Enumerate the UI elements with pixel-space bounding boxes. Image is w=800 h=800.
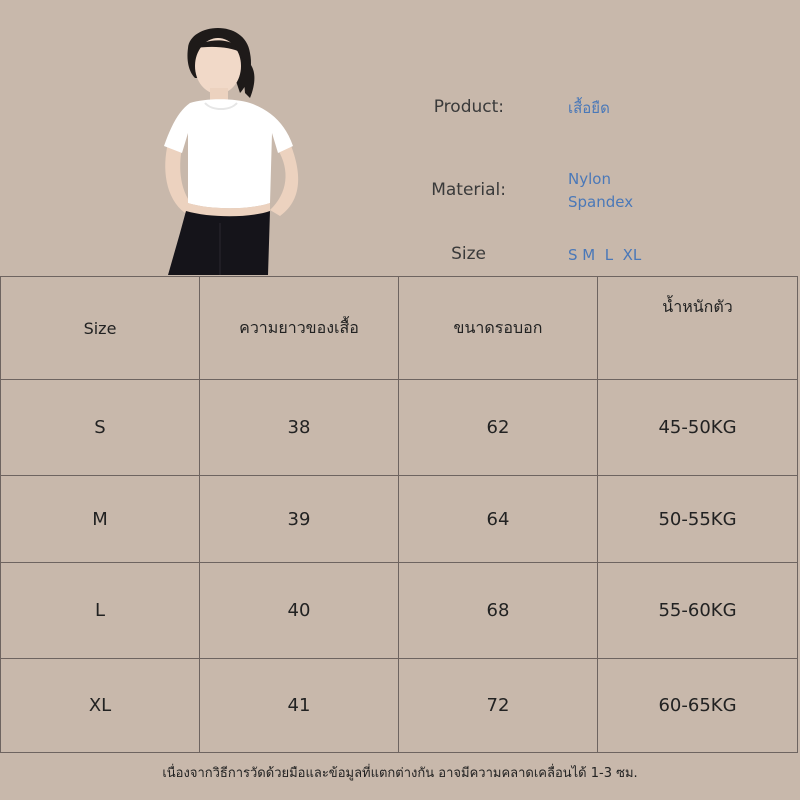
product-value: เสื้อยืด: [568, 99, 610, 117]
size-value: S M L XL: [568, 246, 642, 264]
cell-size: S: [1, 380, 200, 476]
cell-length: 38: [200, 380, 399, 476]
cell-weight: 55-60KG: [598, 563, 798, 659]
cell-length: 40: [200, 563, 399, 659]
size-chart-table: [0, 276, 798, 753]
cell-weight: 45-50KG: [598, 380, 798, 476]
cell-size: L: [1, 563, 200, 659]
header-chest: ขนาดรอบอก: [399, 277, 598, 380]
cell-size: XL: [1, 659, 200, 753]
product-label: Product:: [433, 97, 504, 117]
header-weight: น้ำหนักตัว: [598, 277, 798, 380]
cell-chest: 72: [399, 659, 598, 753]
cell-chest: 68: [399, 563, 598, 659]
material-label: Material:: [431, 180, 506, 200]
cell-size: M: [1, 476, 200, 563]
table-header-row: [1, 277, 798, 380]
header-length: ความยาวของเสื้อ: [200, 277, 399, 380]
table-row: [1, 659, 798, 753]
product-photo: [150, 18, 320, 275]
cell-weight: 60-65KG: [598, 659, 798, 753]
material-value-nylon: Nylon: [568, 170, 611, 188]
size-label: Size: [451, 244, 486, 264]
cell-chest: 62: [399, 380, 598, 476]
table-row: [1, 380, 798, 476]
cell-weight: 50-55KG: [598, 476, 798, 563]
header-size: Size: [1, 277, 200, 380]
table-row: [1, 563, 798, 659]
cell-length: 41: [200, 659, 399, 753]
table-row: [1, 476, 798, 563]
cell-length: 39: [200, 476, 399, 563]
material-value-spandex: Spandex: [568, 193, 634, 211]
measurement-footnote: เนื่องจากวิธีการวัดด้วยมือและข้อมูลที่แตกต่างกัน อาจมีความคลาดเคลื่อนได้ 1-3 ซม.: [162, 766, 638, 781]
cell-chest: 64: [399, 476, 598, 563]
